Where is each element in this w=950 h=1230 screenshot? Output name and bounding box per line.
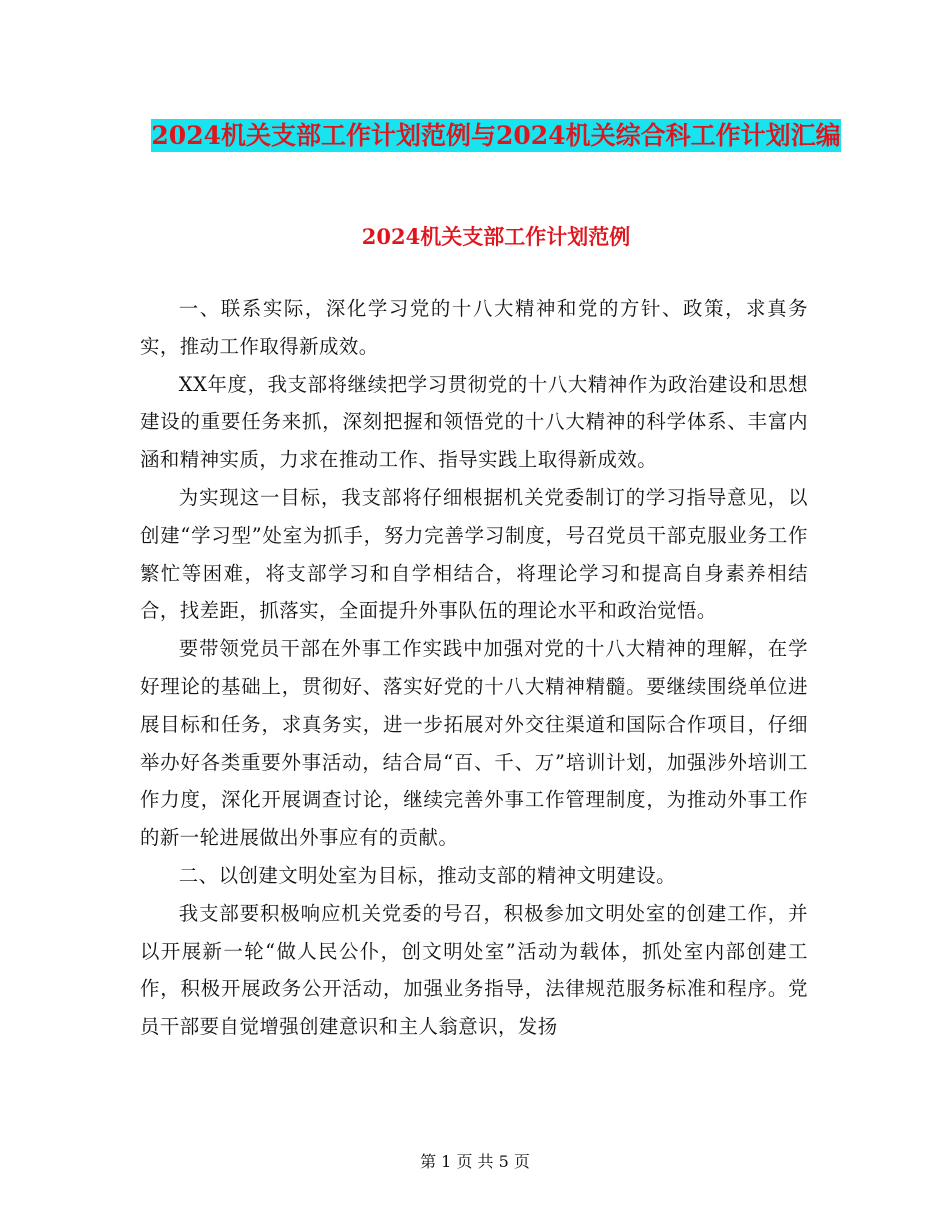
document-body: [140, 290, 808, 1046]
paragraph: 为实现这一目标，我支部将仔细根据机关党委制订的学习指导意见，以创建“学习型”处室为抓手，努力完善学习制度，号召党员干部克服业务工作繁忙等困难，将支部学习和自学相结合，将理论学习和提高自身素养相结合，找差距，抓落实，全面提升外事队伍的理论水平和政治觉悟。: [140, 485, 808, 623]
paragraph: XX年度，我支部将继续把学习贯彻党的十八大精神作为政治建设和思想建设的重要任务来抓，深刻把握和领悟党的十八大精神的科学体系、丰富内涵和精神实质，力求在推动工作、指导实践上取得新成效。: [140, 372, 808, 472]
paragraph: 我支部要积极响应机关党委的号召，积极参加文明处室的创建工作，并以开展新一轮“做人民公仆，创文明处室”活动为载体，抓处室内部创建工作，积极开展政务公开活动，加强业务指导，法律规范服务标准和程序。党员干部要自觉增强创建意识和主人翁意识，发扬: [140, 901, 808, 1039]
document-title-text: 2024机关支部工作计划范例与2024机关综合科工作计划汇编: [151, 121, 841, 150]
document-title: [140, 110, 852, 162]
paragraph: 一、联系实际，深化学习党的十八大精神和党的方针、政策，求真务实，推动工作取得新成效。: [140, 297, 808, 358]
section-title: 2024机关支部工作计划范例: [361, 224, 631, 249]
paragraph: 二、以创建文明处室为目标，推动支部的精神文明建设。: [178, 863, 677, 887]
paragraph: 要带领党员干部在外事工作实践中加强对党的十八大精神的理解，在学好理论的基础上，贯彻好、落实好党的十八大精神精髓。要继续围绕单位进展目标和任务，求真务实，进一步拓展对外交往渠道和国际合作项目，仔细举办好各类重要外事活动，结合局“百、千、万”培训计划，加强涉外培训工作力度，深化开展调查讨论，继续完善外事工作管理制度，为推动外事工作的新一轮进展做出外事应有的贡献。: [140, 637, 808, 850]
page-footer: 第 1 页 共 5 页: [420, 1152, 530, 1171]
